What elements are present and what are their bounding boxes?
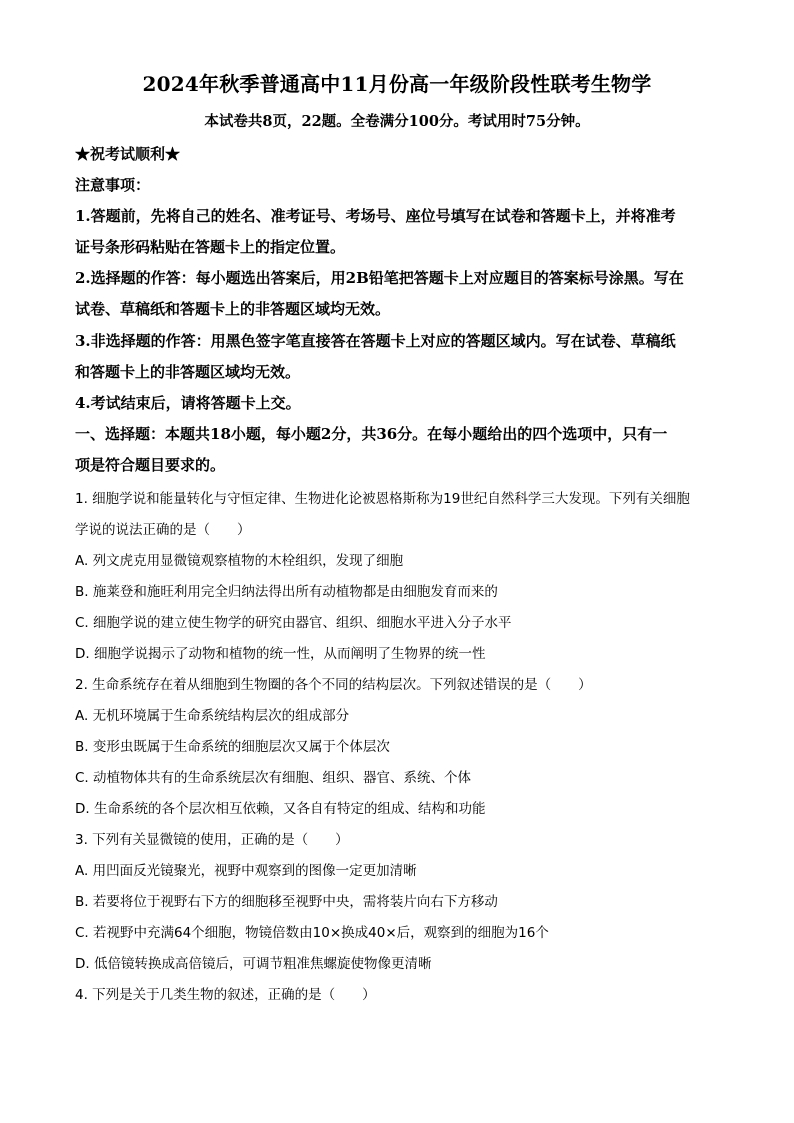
question-4-stem: 4. 下列是关于几类生物的叙述，正确的是（ ） [75, 987, 376, 1003]
question-2-option-d: D. 生命系统的各个层次相互依赖，又各自有特定的组成、结构和功能 [75, 801, 486, 817]
note-3-line-1: 3.非选择题的作答：用黑色签字笔直接答在答题卡上对应的答题区域内。写在试卷、草稿纸 [75, 332, 676, 350]
question-3-option-b: B. 若要将位于视野右下方的细胞移至视野中央，需将装片向右下方移动 [75, 894, 498, 910]
question-3-option-c: C. 若视野中充满64个细胞，物镜倍数由10×换成40×后，观察到的细胞为16个 [75, 925, 549, 941]
question-1-option-c: C. 细胞学说的建立使生物学的研究由器官、组织、细胞水平进入分子水平 [75, 615, 512, 631]
question-1-option-a: A. 列文虎克用显微镜观察植物的木栓组织，发现了细胞 [75, 553, 404, 569]
notes-heading: 注意事项： [75, 176, 151, 194]
question-2-option-b: B. 变形虫既属于生命系统的细胞层次又属于个体层次 [75, 739, 390, 755]
question-2-stem: 2. 生命系统存在着从细胞到生物圈的各个不同的结构层次。下列叙述错误的是（ ） [75, 677, 592, 693]
section-1-heading-line-1: 一、选择题：本题共18小题，每小题2分，共36分。在每小题给出的四个选项中，只有一 [75, 425, 668, 443]
blessing-text: ★祝考试顺利★ [75, 145, 181, 163]
question-3-option-a: A. 用凹面反光镜聚光，视野中观察到的图像一定更加清晰 [75, 863, 417, 879]
question-1-option-b: B. 施莱登和施旺利用完全归纳法得出所有动植物都是由细胞发育而来的 [75, 584, 498, 600]
question-3-option-d: D. 低倍镜转换成高倍镜后，可调节粗准焦螺旋使物像更清晰 [75, 956, 432, 972]
note-1-line-2: 证号条形码粘贴在答题卡上的指定位置。 [75, 238, 346, 256]
question-2-option-c: C. 动植物体共有的生命系统层次有细胞、组织、器官、系统、个体 [75, 770, 472, 786]
section-1-heading-line-2: 项是符合题目要求的。 [75, 456, 226, 474]
question-1-stem-line-2: 学说的说法正确的是（ ） [75, 522, 251, 538]
question-2-option-a: A. 无机环境属于生命系统结构层次的组成部分 [75, 708, 350, 724]
note-2-line-1: 2.选择题的作答：每小题选出答案后，用2B铅笔把答题卡上对应题目的答案标号涂黑。写在 [75, 269, 684, 287]
question-1-stem-line-1: 1. 细胞学说和能量转化与守恒定律、生物进化论被恩格斯称为19世纪自然科学三大发现。下列有关细胞 [75, 491, 690, 507]
note-2-line-2: 试卷、草稿纸和答题卡上的非答题区域均无效。 [75, 300, 391, 318]
question-1-option-d: D. 细胞学说揭示了动物和植物的统一性，从而阐明了生物界的统一性 [75, 646, 486, 662]
note-1-line-1: 1.答题前，先将自己的姓名、准考证号、考场号、座位号填写在试卷和答题卡上，并将准考 [75, 207, 676, 225]
exam-title: 2024年秋季普通高中11月份高一年级阶段性联考生物学 [142, 72, 652, 96]
note-3-line-2: 和答题卡上的非答题区域均无效。 [75, 363, 301, 381]
note-4: 4.考试结束后，请将答题卡上交。 [75, 394, 301, 412]
question-3-stem: 3. 下列有关显微镜的使用，正确的是（ ） [75, 832, 349, 848]
exam-subtitle: 本试卷共8页，22题。全卷满分100分。考试用时75分钟。 [204, 113, 590, 130]
